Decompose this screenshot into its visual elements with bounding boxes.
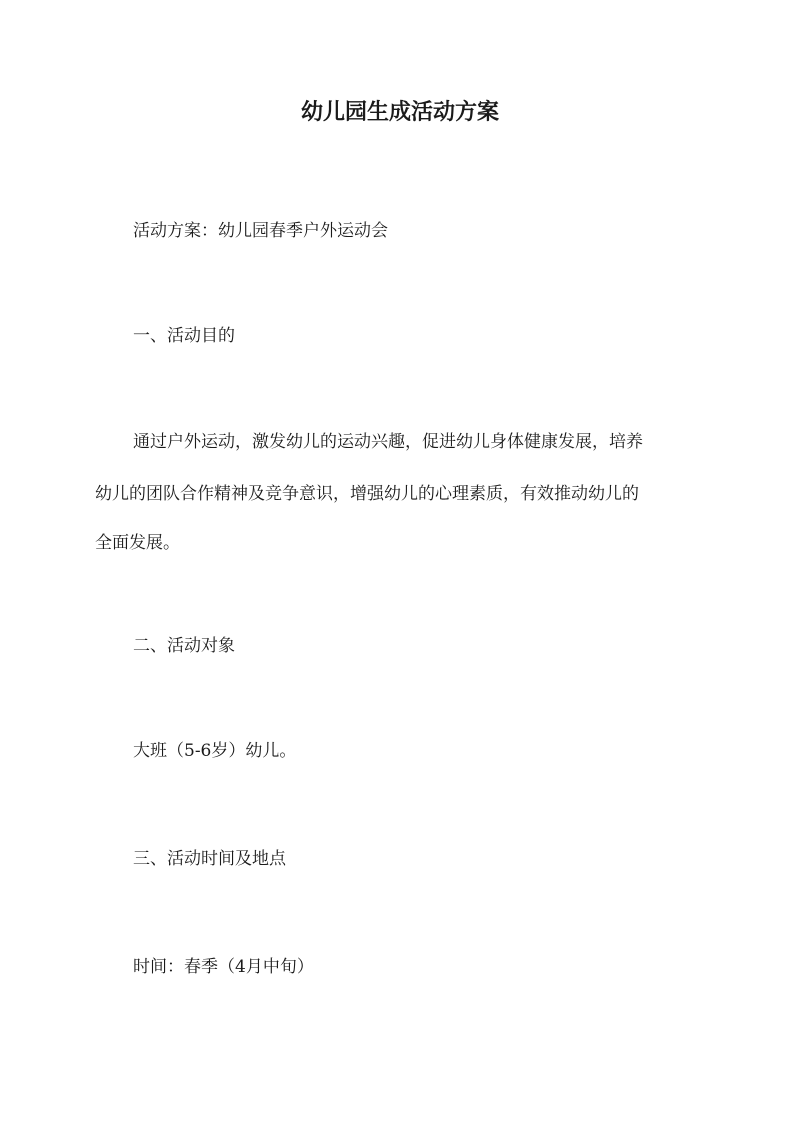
section-heading-purpose: 一、活动目的 xyxy=(133,326,235,346)
purpose-text-line-2: 幼儿的团队合作精神及竞争意识，增强幼儿的心理素质，有效推动幼儿的 xyxy=(95,484,639,504)
time-text: 时间：春季（4月中旬） xyxy=(133,957,314,977)
purpose-text-line-1: 通过户外运动，激发幼儿的运动兴趣，促进幼儿身体健康发展，培养 xyxy=(133,432,643,452)
target-text: 大班（5-6岁）幼儿。 xyxy=(133,741,297,761)
section-heading-time-location: 三、活动时间及地点 xyxy=(133,849,286,869)
plan-subtitle: 活动方案：幼儿园春季户外运动会 xyxy=(133,221,388,241)
document-title: 幼儿园生成活动方案 xyxy=(300,99,499,125)
purpose-text-line-3: 全面发展。 xyxy=(95,533,180,553)
section-heading-target: 二、活动对象 xyxy=(133,636,235,656)
